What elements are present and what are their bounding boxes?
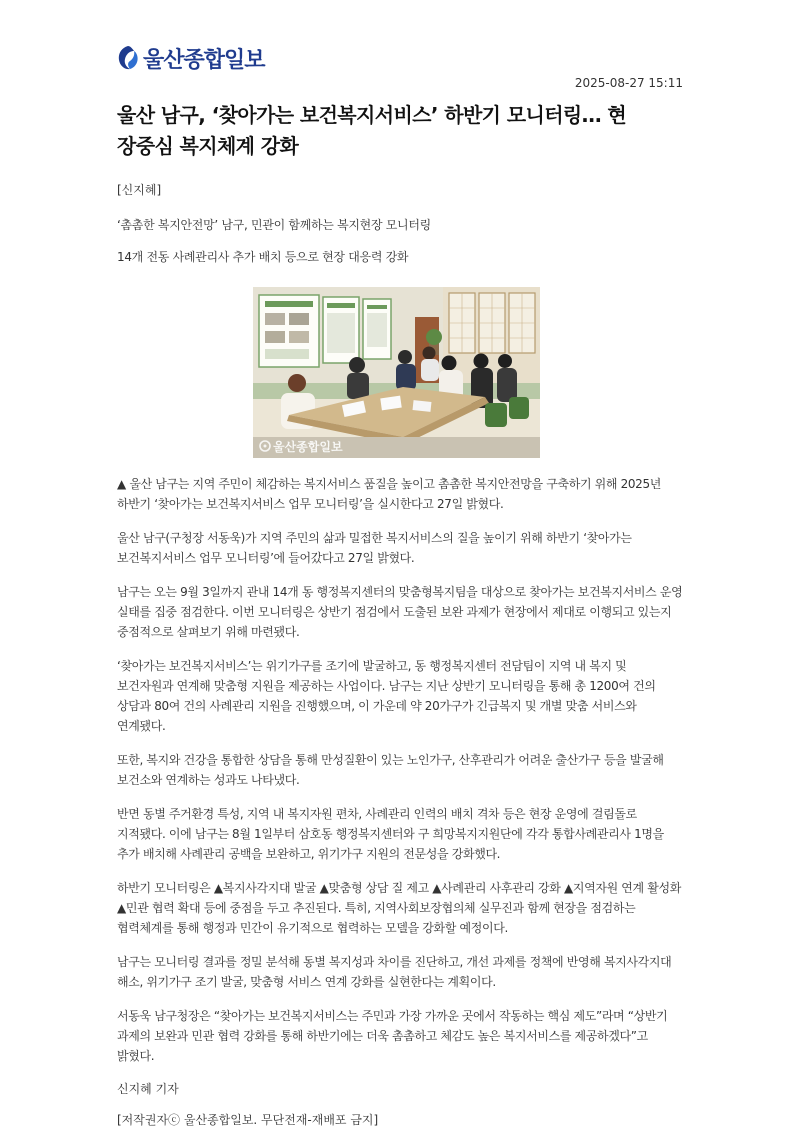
body-paragraph-7: 하반기 모니터링은 ▲복지사각지대 발굴 ▲맞춤형 상담 질 제고 ▲사례관리 사후관리 강화 ▲지역자원 연계 활성화 ▲민관 협력 확대 등에 중점을 두고 추진된다. 특히, 지역사회보장협의체 실무진과 함께 현장을 점검하는 협력체계를 통해 행정과 민간이 유기적으로 협력하는 모델을 강화할 예정이다. — [117, 881, 681, 935]
body-paragraph-9: 서동욱 남구청장은 “찾아가는 보건복지서비스는 주민과 가장 가까운 곳에서 작동하는 핵심 제도”라며 “상반기 과제의 보완과 민관 협력 강화를 통해 하반기에는 더욱 촘촘하고 체감도 높은 복지서비스를 제공하겠다”고 밝혔다. — [117, 1009, 668, 1063]
headline-line-1: 울산 남구, ‘찾아가는 보건복지서비스’ 하반기 모니터링… 현 — [117, 103, 627, 127]
article-photo-container — [109, 287, 683, 458]
subheadline-2: 14개 전동 사례관리사 추가 배치 등으로 현장 대응력 강화 — [117, 250, 409, 264]
body-paragraph-1: ▲ 울산 남구는 지역 주민이 체감하는 복지서비스 품질을 높이고 촘촘한 복지안전망을 구축하기 위해 2025년 하반기 ‘찾아가는 보건복지서비스 업무 모니터링’을 실시한다고 27일 밝혔다. — [117, 477, 661, 511]
site-logo-text: 울산종합일보 — [143, 47, 265, 73]
byline: [신지혜] — [117, 183, 162, 197]
masthead[interactable] — [117, 42, 683, 74]
article-photo — [253, 287, 540, 458]
ulsan-swirl-logo-icon — [117, 45, 139, 71]
body-paragraph-5: 또한, 복지와 건강을 통합한 상담을 통해 만성질환이 있는 노인가구, 산후관리가 어려운 출산가구 등을 발굴해 보건소와 연계하는 성과도 나타냈다. — [117, 753, 664, 787]
reporter-credit: 신지혜 기자 — [117, 1082, 179, 1096]
body-paragraph-6: 반면 동별 주거환경 특성, 지역 내 복지자원 편차, 사례관리 인력의 배치 격차 등은 현장 운영에 걸림돌로 지적됐다. 이에 남구는 8월 1일부터 삼호동 행정복지센터와 구 희망복지지원단에 각각 통합사례관리사 1명을 추가 배치해 사례관리 공백을 보완하고, 위기가구 지원의 전문성을 강화했다. — [117, 807, 664, 861]
copyright-notice: [저작권자ⓒ 울산종합일보. 무단전재-재배포 금지] — [117, 1113, 379, 1127]
article-datetime: 2025-08-27 15:11 — [574, 76, 683, 90]
body-paragraph-8: 남구는 모니터링 결과를 정밀 분석해 동별 복지성과 차이를 진단하고, 개선 과제를 정책에 반영해 복지사각지대 해소, 위기가구 조기 발굴, 맞춤형 서비스 연계 강화를 실현한다는 계획이다. — [117, 955, 672, 989]
body-paragraph-3: 남구는 오는 9월 3일까지 관내 14개 동 행정복지센터의 맞춤형복지팀을 대상으로 찾아가는 보건복지서비스 운영 실태를 집중 점검한다. 이번 모니터링은 상반기 점검에서 도출된 보완 과제가 현장에서 제대로 이행되고 있는지 중점적으로 살펴보기 위해 마련됐다. — [117, 585, 683, 639]
article-page — [117, 42, 683, 1128]
headline-line-2: 장중심 복지체계 강화 — [117, 134, 299, 158]
subheadline-1: ‘촘촘한 복지안전망’ 남구, 민관이 함께하는 복지현장 모니터링 — [117, 218, 431, 232]
photo-watermark: 울산종합일보 — [272, 440, 343, 454]
body-paragraph-4: ‘찾아가는 보건복지서비스’는 위기가구를 조기에 발굴하고, 동 행정복지센터 전담팀이 지역 내 복지 및 보건자원과 연계해 맞춤형 지원을 제공하는 사업이다. 남구는 지난 상반기 모니터링을 통해 총 1200여 건의 상담과 80여 건의 사례관리 지원을 진행했으며, 이 가운데 약 20가구가 긴급복지 및 개별 맞춤 서비스와 연계됐다. — [117, 659, 656, 733]
body-paragraph-2: 울산 남구(구청장 서동욱)가 지역 주민의 삶과 밀접한 복지서비스의 질을 높이기 위해 하반기 ‘찾아가는 보건복지서비스 업무 모니터링’에 들어갔다고 27일 밝혔다. — [117, 531, 632, 565]
article-headline — [117, 100, 683, 162]
article-body — [117, 474, 683, 1066]
